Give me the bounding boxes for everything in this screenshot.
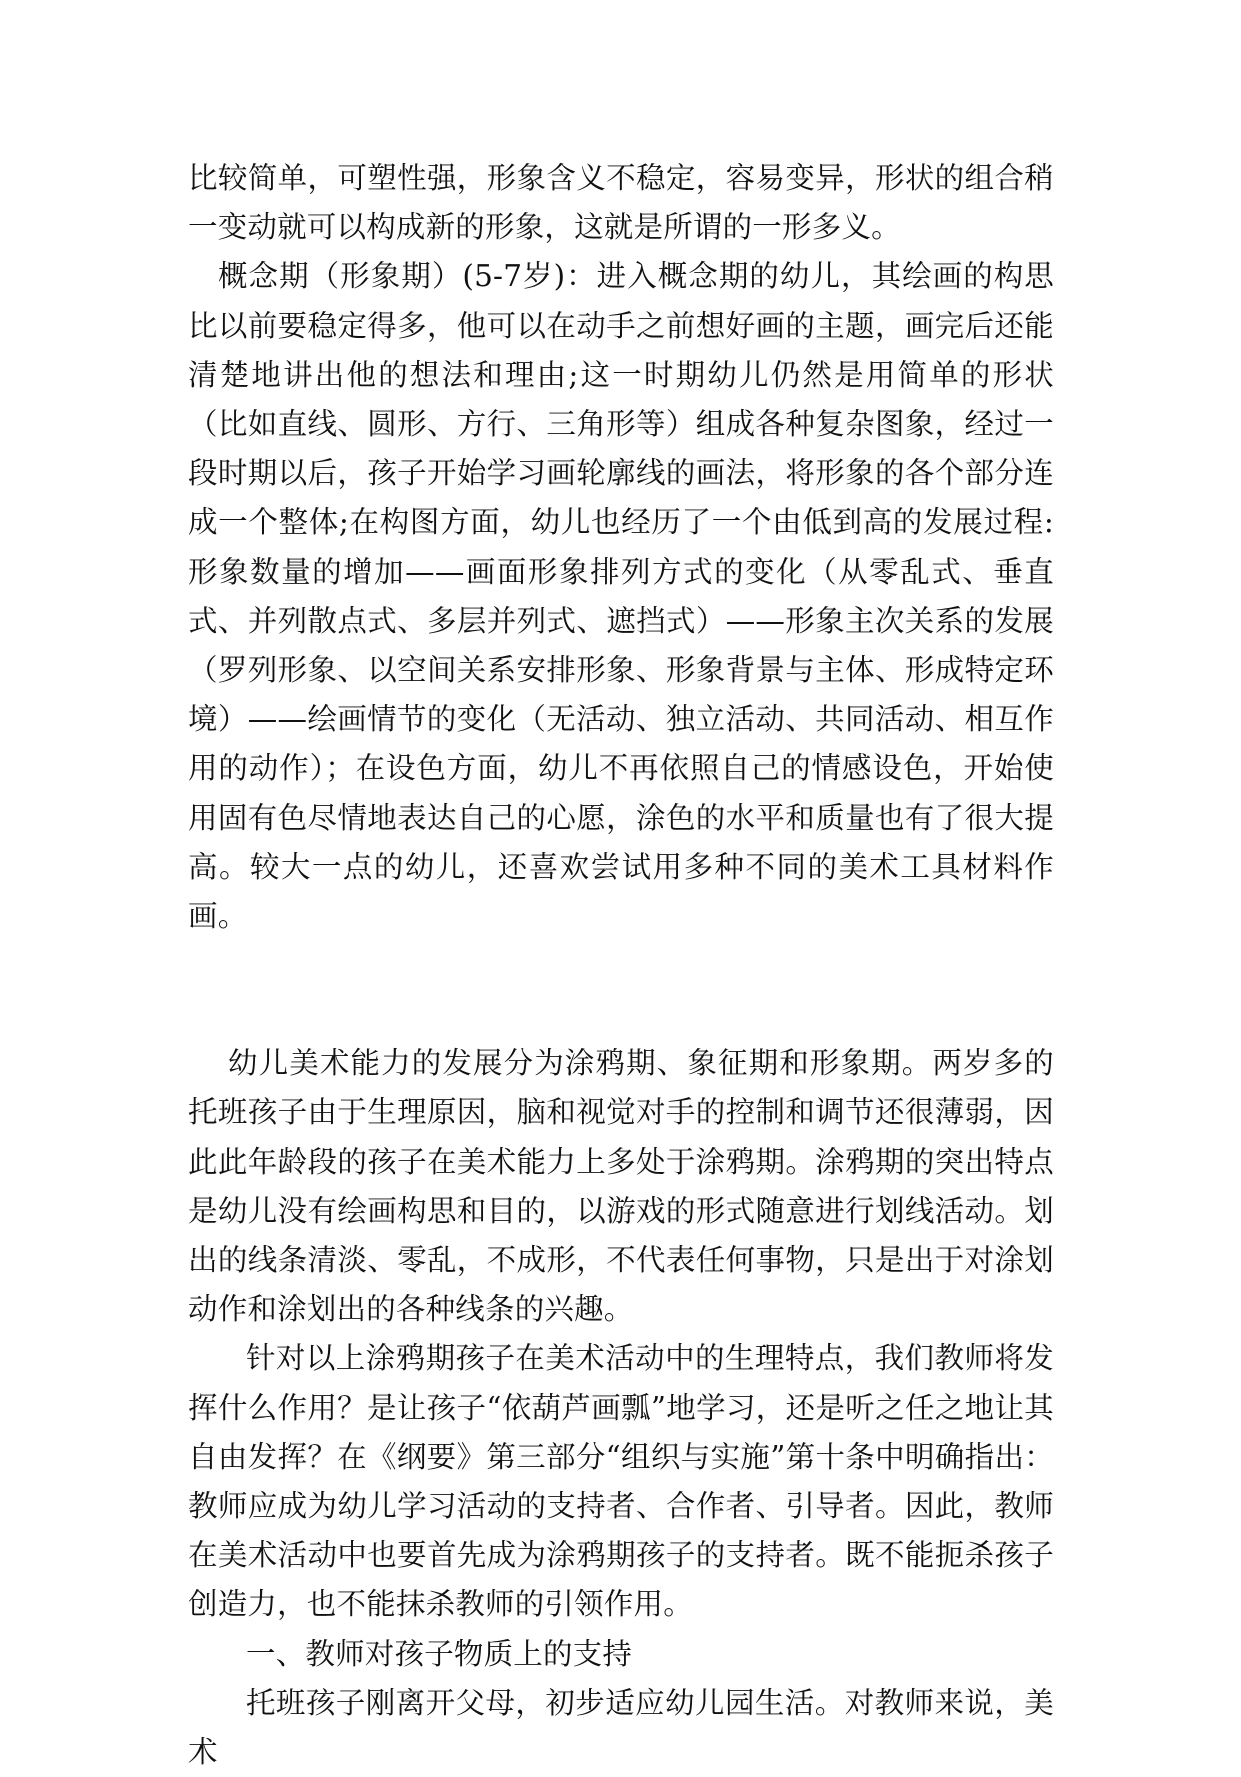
paragraph-4: 针对以上涂鸦期孩子在美术活动中的生理特点，我们教师将发挥什么作用？是让孩子“依葫芦画瓢”地学习，还是听之任之地让其自由发挥？在《纲要》第三部分“组织与实施”第十条中明确指出：教师应成为幼儿学习活动的支持者、合作者、引导者。因此，教师在美术活动中也要首先成为涂鸦期孩子的支持者。既不能扼杀孩子创造力，也不能抹杀教师的引领作用。	[188, 1341, 1054, 1622]
paragraph-3: 幼儿美术能力的发展分为涂鸦期、象征期和形象期。两岁多的托班孩子由于生理原因，脑和视觉对手的控制和调节还很薄弱，因此此年龄段的孩子在美术能力上多处于涂鸦期。涂鸦期的突出特点是幼儿没有绘画构思和目的，以游戏的形式随意进行划线活动。划出的线条清淡、零乱，不成形，不代表任何事物，只是出于对涂划动作和涂划出的各种线条的兴趣。	[188, 1046, 1054, 1327]
paragraph-spacer	[188, 941, 1054, 1039]
paragraph-1: 比较简单，可塑性强，形象含义不稳定，容易变异，形状的组合稍一变动就可以构成新的形象，这就是所谓的一形多义。	[188, 161, 1054, 245]
document-body	[188, 154, 1054, 1777]
paragraph-5: 托班孩子刚离开父母，初步适应幼儿园生活。对教师来说，美术	[188, 1685, 1054, 1770]
section-heading: 一、教师对孩子物质上的支持	[246, 1636, 633, 1671]
paragraph-2: 概念期（形象期）(5-7岁)：进入概念期的幼儿，其绘画的构思比以前要稳定得多，他可以在动手之前想好画的主题，画完后还能清楚地讲出他的想法和理由;这一时期幼儿仍然是用简单的形状（比如直线、圆形、方行、三角形等）组成各种复杂图象，经过一段时期以后，孩子开始学习画轮廓线的画法，将形象的各个部分连成一个整体;在构图方面，幼儿也经历了一个由低到高的发展过程:形象数量的增加——画面形象排列方式的变化（从零乱式、垂直式、并列散点式、多层并列式、遮挡式）——形象主次关系的发展（罗列形象、以空间关系安排形象、形象背景与主体、形成特定环境）——绘画情节的变化（无活动、独立活动、共同活动、相互作用的动作）；在设色方面，幼儿不再依照自己的情感设色，开始使用固有色尽情地表达自己的心愿，涂色的水平和质量也有了很大提高。较大一点的幼儿，还喜欢尝试用多种不同的美术工具材料作画。	[188, 259, 1054, 934]
